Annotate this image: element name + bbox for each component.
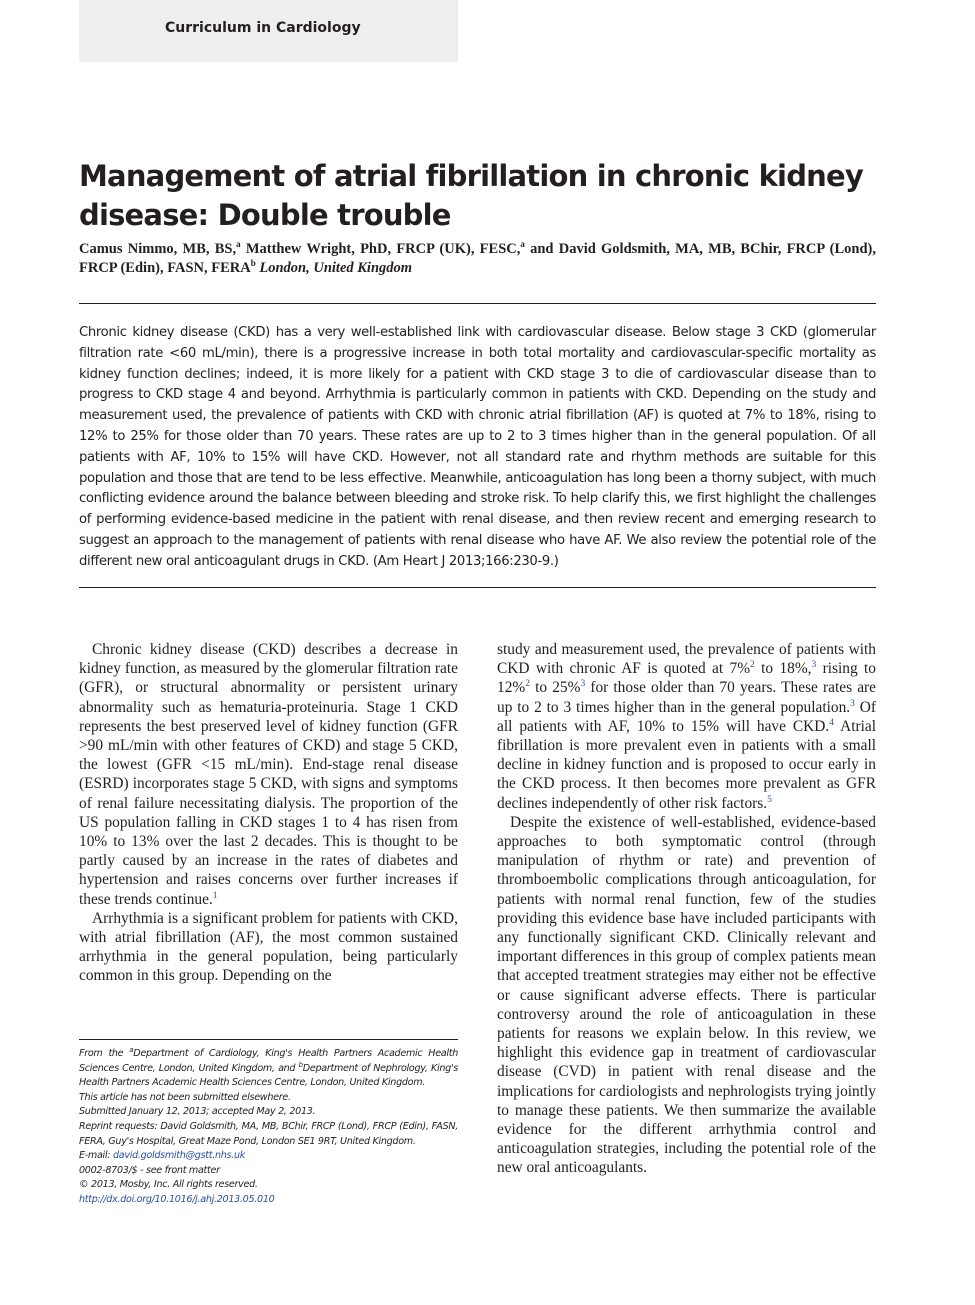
section-label: Curriculum in Cardiology — [165, 20, 361, 36]
paragraph-text: Of all patients with AF, 10% to 15% will have CKD. — [497, 698, 876, 735]
affiliations-note — [79, 1047, 458, 1091]
article-footnotes — [79, 1047, 458, 1208]
author-nimmo: Camus Nimmo, MB, BS, — [79, 241, 237, 257]
affiliation-marker: a — [129, 1045, 134, 1054]
copyright-line: © 2013, Mosby, Inc. All rights reserved. — [79, 1179, 258, 1191]
body-paragraph — [79, 640, 458, 909]
citation-link[interactable]: 3 — [580, 679, 586, 690]
email-line — [79, 1149, 458, 1164]
citation-link[interactable]: 4 — [829, 717, 834, 728]
affiliation-marker: a — [520, 239, 525, 250]
divider-top — [79, 303, 876, 304]
paragraph-text: Chronic kidney disease (CKD) describes a decrease in kidney function, as measured by the glomerular filtration rate (GFR), or structural abnormality or persistent urinary abnormality such as hematuria-proteinuria. Stage 1 CKD represents the best preserved level of kidney function (GFR >90 mL/min with other features of CKD) and stage 5 CKD, the lowest (GFR <15 mL/min). End-stage renal disease (ESRD) incorporates stage 5 CKD, with signs and symptoms of renal failure necessitating dialysis. The proportion of the US population falling in CKD stages 1 to 4 has risen from 10% to 13% over the last 2 decades. This is thought to be partly caused by an increase in the rates of diabetes and hypertension and raises concerns over further increases if these trends continue. — [79, 641, 458, 908]
paragraph-text: to 18%, — [754, 660, 812, 678]
citation-link[interactable]: 3 — [850, 698, 855, 709]
email-label: E-mail: — [79, 1150, 113, 1162]
body-paragraph: Arrhythmia is a significant problem for patients with CKD, with atrial fibrillation (AF), the most common sustained arrhythmia in the general population, being particularly common in this group. Depending on the — [79, 909, 458, 985]
affiliation-marker: a — [236, 239, 241, 250]
section-header-tab — [79, 0, 458, 62]
author-wright: Matthew Wright, PhD, FRCP (UK), FESC, — [245, 241, 521, 257]
divider-bottom — [79, 587, 876, 588]
footnote-divider — [79, 1039, 458, 1040]
email-link[interactable]: david.goldsmith@gstt.nhs.uk — [112, 1150, 245, 1162]
footnote-text: Department of Nephrology, King's Health Partners Academic Health Sciences Centre, London, United Kingdom. — [79, 1062, 458, 1089]
footnote-text: From the — [79, 1048, 130, 1059]
body-column-left — [79, 640, 458, 986]
author-list — [79, 240, 876, 278]
author-goldsmith: and David Goldsmith, MA, MB, BChir, FRCP (Lond), FRCP (Edin), FASN, FERA — [79, 241, 876, 276]
citation-link[interactable]: 5 — [767, 794, 772, 805]
issn-line: 0002-8703/$ - see front matter — [79, 1164, 220, 1176]
citation-link[interactable]: 2 — [750, 660, 755, 671]
body-column-right — [497, 640, 876, 1178]
affiliation-marker: b — [298, 1060, 303, 1069]
article-title: Management of atrial fibrillation in chronic kidney disease: Double trouble — [79, 159, 863, 232]
paragraph-text: Atrial fibrillation is more prevalent even in patients with a small decline in kidney function and is proposed to occur early in the CKD process. It then becomes more prevalent as GFR declines independently of other risk factors. — [497, 717, 876, 812]
citation-link[interactable]: 1 — [212, 890, 218, 901]
submission-dates: Submitted January 12, 2013; accepted May 2, 2013. — [79, 1106, 316, 1118]
body-paragraph — [497, 640, 876, 813]
paragraph-text: rising to 12% — [497, 660, 876, 697]
paragraph-text: study and measurement used, the prevalence of patients with CKD with chronic AF is quoted at 7% — [497, 641, 876, 678]
citation-link[interactable]: 3 — [811, 660, 817, 671]
body-paragraph: Despite the existence of well-established, evidence-based approaches to both symptomatic control (through manipulation of rhythm or rate) and prevention of thromboembolic complications through anticoagulation, for patients with normal renal function, few of the studies providing this evidence base have included participants with any functionally significant CKD. Clinically relevant and important differences in this group of complex patients mean that accepted treatment strategies may either not be effective or cause significant adverse effects. There is particular controversy around the role of anticoagulation in these patients for reasons we explain below. In this review, we highlight this evidence gap in treatment of cardiovascular disease (CVD) in patient with renal disease and the implications for cardiologists and nephrologists trying jointly to manage these patients. We then summarize the available evidence for the different arrhythmia control and anticoagulation strategies, including the potential role of the new oral anticoagulants. — [497, 813, 876, 1177]
paragraph-text: for those older than 70 years. These rates are up to 2 to 3 times higher than in the general population. — [497, 679, 876, 716]
citation-link[interactable]: 2 — [525, 679, 530, 690]
submission-note: This article has not been submitted elsewhere. — [79, 1091, 291, 1103]
doi-link[interactable]: http://dx.doi.org/10.1016/j.ahj.2013.05.010 — [79, 1193, 275, 1205]
abstract-text: Chronic kidney disease (CKD) has a very well-established link with cardiovascular disease. Below stage 3 CKD (glomerular filtration rate <60 mL/min), there is a progressive increase in both total mortality and cardiovascular-specific mortality as kidney function declines; indeed, it is more likely for a patient with CKD stage 3 to die of cardiovascular disease than to progress to CKD stage 4 and beyond. Arrhythmia is particularly common in patients with CKD. Depending on the study and measurement used, the prevalence of patients with CKD with chronic atrial fibrillation (AF) is quoted at 7% to 18%, rising to 12% to 25% for those older than 70 years. These rates are up to 2 to 3 times higher than in the general population. Of all patients with AF, 10% to 15% will have CKD. However, not all standard rate and rhythm methods are suitable for this population and those that are tend to be less effective. Meanwhile, anticoagulation has long been a thorny subject, with much conflicting evidence around the balance between bleeding and stroke risk. To help clarify this, we first highlight the challenges of performing evidence-based medicine in the patient with renal disease, and then review recent and emerging research to suggest an approach to the management of patients with renal disease who have AF. We also review the potential role of the different new oral anticoagulant drugs in CKD. (Am Heart J 2013;166:230-9.) — [79, 325, 876, 569]
author-location: London, United Kingdom — [259, 260, 413, 276]
footnote-text: Department of Cardiology, King's Health Partners Academic Health Sciences Centre, London, United Kingdom, and — [79, 1048, 458, 1074]
reprint-requests: Reprint requests: David Goldsmith, MA, MB, BChir, FRCP (Lond), FRCP (Edin), FASN, FERA, Guy's Hospital, Great Maze Pond, London SE1 9RT, United Kingdom. — [79, 1120, 458, 1147]
affiliation-marker: b — [250, 258, 256, 269]
paragraph-text: to 25% — [529, 679, 581, 697]
